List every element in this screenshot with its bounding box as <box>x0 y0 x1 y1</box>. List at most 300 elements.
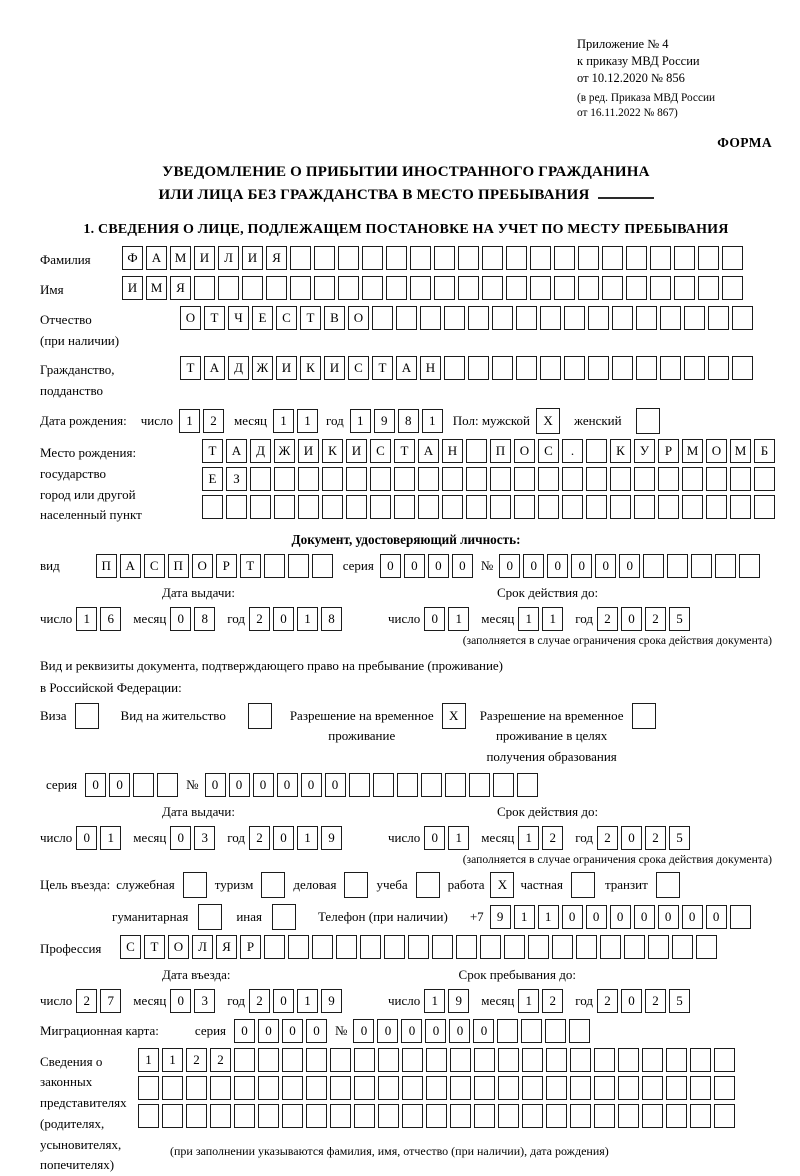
char-cell[interactable] <box>618 1104 639 1128</box>
checkbox-cell[interactable] <box>198 904 222 930</box>
char-cell[interactable]: Р <box>658 439 679 463</box>
char-cell[interactable]: Н <box>442 439 463 463</box>
char-cell[interactable] <box>634 467 655 491</box>
char-cell[interactable] <box>282 1048 303 1072</box>
char-cell[interactable] <box>264 935 285 959</box>
char-cell[interactable]: И <box>298 439 319 463</box>
char-cell[interactable] <box>618 1076 639 1100</box>
char-cell[interactable] <box>714 1104 735 1128</box>
char-cell[interactable] <box>660 356 681 380</box>
char-cell[interactable]: 1 <box>514 905 535 929</box>
char-cell[interactable]: А <box>204 356 225 380</box>
char-cell[interactable]: 2 <box>186 1048 207 1072</box>
char-cell[interactable] <box>402 1048 423 1072</box>
char-cell[interactable]: С <box>144 554 165 578</box>
char-cell[interactable] <box>730 467 751 491</box>
char-cell[interactable]: И <box>346 439 367 463</box>
char-cell[interactable]: 0 <box>621 989 642 1013</box>
char-cell[interactable] <box>418 467 439 491</box>
char-cell[interactable] <box>666 1104 687 1128</box>
char-cell[interactable] <box>516 306 537 330</box>
char-cell[interactable]: 1 <box>542 607 563 631</box>
char-cell[interactable] <box>290 276 311 300</box>
char-cell[interactable] <box>538 467 559 491</box>
char-cell[interactable] <box>384 935 405 959</box>
char-cell[interactable] <box>569 1019 590 1043</box>
char-cell[interactable] <box>546 1048 567 1072</box>
char-cell[interactable]: 0 <box>325 773 346 797</box>
char-cell[interactable]: С <box>538 439 559 463</box>
char-cell[interactable] <box>234 1048 255 1072</box>
char-cell[interactable] <box>445 773 466 797</box>
char-cell[interactable] <box>684 306 705 330</box>
char-cell[interactable] <box>444 356 465 380</box>
char-cell[interactable]: Л <box>218 246 239 270</box>
char-cell[interactable]: 1 <box>448 607 469 631</box>
char-cell[interactable]: А <box>146 246 167 270</box>
char-cell[interactable]: 0 <box>499 554 520 578</box>
char-cell[interactable] <box>306 1076 327 1100</box>
char-cell[interactable] <box>732 306 753 330</box>
char-cell[interactable] <box>498 1048 519 1072</box>
char-cell[interactable]: 0 <box>586 905 607 929</box>
char-cell[interactable] <box>626 276 647 300</box>
char-cell[interactable]: 3 <box>194 826 215 850</box>
char-cell[interactable] <box>594 1048 615 1072</box>
char-cell[interactable] <box>330 1104 351 1128</box>
char-cell[interactable] <box>378 1076 399 1100</box>
char-cell[interactable] <box>498 1076 519 1100</box>
char-cell[interactable] <box>514 495 535 519</box>
char-cell[interactable] <box>754 495 775 519</box>
char-cell[interactable] <box>194 276 215 300</box>
char-cell[interactable] <box>540 306 561 330</box>
char-cell[interactable] <box>497 1019 518 1043</box>
char-cell[interactable] <box>442 495 463 519</box>
char-cell[interactable]: 1 <box>350 409 371 433</box>
char-cell[interactable] <box>312 935 333 959</box>
char-cell[interactable]: 0 <box>424 607 445 631</box>
char-cell[interactable]: 8 <box>194 607 215 631</box>
char-cell[interactable] <box>474 1048 495 1072</box>
char-cell[interactable] <box>402 1104 423 1128</box>
char-cell[interactable] <box>338 276 359 300</box>
char-cell[interactable]: 0 <box>562 905 583 929</box>
char-cell[interactable] <box>282 1076 303 1100</box>
char-cell[interactable] <box>506 276 527 300</box>
char-cell[interactable] <box>730 495 751 519</box>
char-cell[interactable]: 1 <box>100 826 121 850</box>
char-cell[interactable] <box>234 1076 255 1100</box>
char-cell[interactable] <box>250 467 271 491</box>
char-cell[interactable]: Я <box>170 276 191 300</box>
char-cell[interactable]: У <box>634 439 655 463</box>
char-cell[interactable] <box>354 1076 375 1100</box>
char-cell[interactable] <box>434 276 455 300</box>
char-cell[interactable] <box>474 1076 495 1100</box>
char-cell[interactable] <box>715 554 736 578</box>
char-cell[interactable]: 9 <box>448 989 469 1013</box>
char-cell[interactable] <box>546 1104 567 1128</box>
char-cell[interactable] <box>138 1104 159 1128</box>
char-cell[interactable] <box>714 1076 735 1100</box>
char-cell[interactable]: 0 <box>621 826 642 850</box>
char-cell[interactable] <box>698 246 719 270</box>
char-cell[interactable] <box>378 1048 399 1072</box>
char-cell[interactable] <box>714 1048 735 1072</box>
char-cell[interactable]: С <box>370 439 391 463</box>
char-cell[interactable] <box>314 246 335 270</box>
char-cell[interactable]: 0 <box>706 905 727 929</box>
char-cell[interactable]: 9 <box>374 409 395 433</box>
char-cell[interactable] <box>490 467 511 491</box>
char-cell[interactable] <box>162 1104 183 1128</box>
char-cell[interactable] <box>426 1104 447 1128</box>
char-cell[interactable] <box>643 554 664 578</box>
char-cell[interactable] <box>157 773 178 797</box>
char-cell[interactable] <box>492 306 513 330</box>
char-cell[interactable]: 0 <box>205 773 226 797</box>
char-cell[interactable]: 2 <box>645 607 666 631</box>
char-cell[interactable]: Т <box>240 554 261 578</box>
char-cell[interactable]: 0 <box>404 554 425 578</box>
char-cell[interactable] <box>554 276 575 300</box>
char-cell[interactable] <box>650 246 671 270</box>
char-cell[interactable]: 2 <box>597 826 618 850</box>
char-cell[interactable]: 9 <box>321 826 342 850</box>
char-cell[interactable] <box>522 1048 543 1072</box>
char-cell[interactable] <box>397 773 418 797</box>
char-cell[interactable] <box>264 554 285 578</box>
char-cell[interactable]: Ж <box>252 356 273 380</box>
char-cell[interactable] <box>722 246 743 270</box>
char-cell[interactable]: 0 <box>380 554 401 578</box>
char-cell[interactable] <box>552 935 573 959</box>
char-cell[interactable] <box>642 1076 663 1100</box>
char-cell[interactable]: 0 <box>282 1019 303 1043</box>
char-cell[interactable] <box>162 1076 183 1100</box>
char-cell[interactable]: 8 <box>321 607 342 631</box>
char-cell[interactable] <box>456 935 477 959</box>
char-cell[interactable] <box>722 276 743 300</box>
char-cell[interactable]: 1 <box>422 409 443 433</box>
char-cell[interactable]: К <box>300 356 321 380</box>
char-cell[interactable] <box>586 467 607 491</box>
char-cell[interactable]: 8 <box>398 409 419 433</box>
char-cell[interactable] <box>312 554 333 578</box>
char-cell[interactable] <box>274 495 295 519</box>
char-cell[interactable] <box>450 1104 471 1128</box>
char-cell[interactable]: 0 <box>610 905 631 929</box>
char-cell[interactable] <box>450 1076 471 1100</box>
char-cell[interactable] <box>610 467 631 491</box>
char-cell[interactable] <box>349 773 370 797</box>
char-cell[interactable] <box>730 905 751 929</box>
char-cell[interactable] <box>138 1076 159 1100</box>
char-cell[interactable] <box>202 495 223 519</box>
char-cell[interactable]: 1 <box>518 989 539 1013</box>
char-cell[interactable] <box>480 935 501 959</box>
char-cell[interactable]: 0 <box>424 826 445 850</box>
char-cell[interactable]: 0 <box>428 554 449 578</box>
char-cell[interactable] <box>698 276 719 300</box>
char-cell[interactable] <box>421 773 442 797</box>
char-cell[interactable] <box>578 246 599 270</box>
char-cell[interactable]: 2 <box>249 989 270 1013</box>
char-cell[interactable] <box>610 495 631 519</box>
char-cell[interactable] <box>418 495 439 519</box>
char-cell[interactable] <box>258 1104 279 1128</box>
char-cell[interactable]: О <box>514 439 535 463</box>
char-cell[interactable] <box>618 1048 639 1072</box>
char-cell[interactable] <box>298 467 319 491</box>
char-cell[interactable] <box>354 1048 375 1072</box>
char-cell[interactable]: А <box>396 356 417 380</box>
char-cell[interactable]: П <box>490 439 511 463</box>
char-cell[interactable]: О <box>348 306 369 330</box>
char-cell[interactable]: 0 <box>273 826 294 850</box>
char-cell[interactable]: А <box>120 554 141 578</box>
char-cell[interactable]: 1 <box>297 989 318 1013</box>
char-cell[interactable] <box>522 1076 543 1100</box>
checkbox-cell[interactable] <box>75 703 99 729</box>
char-cell[interactable]: О <box>192 554 213 578</box>
char-cell[interactable] <box>506 246 527 270</box>
char-cell[interactable] <box>706 467 727 491</box>
char-cell[interactable]: 2 <box>645 989 666 1013</box>
char-cell[interactable] <box>210 1104 231 1128</box>
char-cell[interactable]: Т <box>300 306 321 330</box>
char-cell[interactable]: 1 <box>138 1048 159 1072</box>
char-cell[interactable]: 2 <box>597 607 618 631</box>
char-cell[interactable]: 2 <box>542 826 563 850</box>
char-cell[interactable] <box>612 356 633 380</box>
char-cell[interactable] <box>612 306 633 330</box>
char-cell[interactable] <box>674 246 695 270</box>
char-cell[interactable] <box>234 1104 255 1128</box>
char-cell[interactable]: 1 <box>448 826 469 850</box>
char-cell[interactable] <box>570 1076 591 1100</box>
char-cell[interactable]: 0 <box>109 773 130 797</box>
char-cell[interactable] <box>394 495 415 519</box>
char-cell[interactable] <box>466 495 487 519</box>
char-cell[interactable]: 0 <box>306 1019 327 1043</box>
char-cell[interactable] <box>386 276 407 300</box>
char-cell[interactable] <box>667 554 688 578</box>
char-cell[interactable]: 0 <box>682 905 703 929</box>
char-cell[interactable] <box>258 1048 279 1072</box>
char-cell[interactable] <box>672 935 693 959</box>
char-cell[interactable]: 0 <box>547 554 568 578</box>
char-cell[interactable] <box>528 935 549 959</box>
char-cell[interactable]: П <box>96 554 117 578</box>
checkbox-cell[interactable] <box>636 408 660 434</box>
char-cell[interactable]: 9 <box>490 905 511 929</box>
char-cell[interactable] <box>674 276 695 300</box>
char-cell[interactable] <box>218 276 239 300</box>
char-cell[interactable]: Л <box>192 935 213 959</box>
char-cell[interactable] <box>298 495 319 519</box>
char-cell[interactable]: 0 <box>234 1019 255 1043</box>
char-cell[interactable] <box>442 467 463 491</box>
char-cell[interactable]: 1 <box>424 989 445 1013</box>
char-cell[interactable] <box>372 306 393 330</box>
char-cell[interactable] <box>420 306 441 330</box>
char-cell[interactable] <box>444 306 465 330</box>
char-cell[interactable] <box>306 1104 327 1128</box>
char-cell[interactable]: Т <box>202 439 223 463</box>
char-cell[interactable]: 0 <box>619 554 640 578</box>
char-cell[interactable] <box>562 495 583 519</box>
char-cell[interactable]: С <box>276 306 297 330</box>
char-cell[interactable]: 0 <box>377 1019 398 1043</box>
char-cell[interactable] <box>330 1076 351 1100</box>
char-cell[interactable] <box>600 935 621 959</box>
char-cell[interactable] <box>690 1076 711 1100</box>
char-cell[interactable]: Е <box>202 467 223 491</box>
char-cell[interactable] <box>586 439 607 463</box>
char-cell[interactable] <box>493 773 514 797</box>
char-cell[interactable]: И <box>242 246 263 270</box>
char-cell[interactable]: Р <box>240 935 261 959</box>
char-cell[interactable]: О <box>168 935 189 959</box>
char-cell[interactable] <box>732 356 753 380</box>
char-cell[interactable]: 2 <box>597 989 618 1013</box>
char-cell[interactable]: 0 <box>473 1019 494 1043</box>
char-cell[interactable]: 0 <box>571 554 592 578</box>
char-cell[interactable] <box>469 773 490 797</box>
char-cell[interactable]: 1 <box>538 905 559 929</box>
char-cell[interactable] <box>739 554 760 578</box>
char-cell[interactable]: 0 <box>76 826 97 850</box>
char-cell[interactable] <box>468 356 489 380</box>
char-cell[interactable]: 2 <box>76 989 97 1013</box>
char-cell[interactable] <box>576 935 597 959</box>
char-cell[interactable] <box>530 246 551 270</box>
char-cell[interactable] <box>482 246 503 270</box>
char-cell[interactable]: А <box>226 439 247 463</box>
char-cell[interactable]: 0 <box>658 905 679 929</box>
char-cell[interactable] <box>690 1104 711 1128</box>
char-cell[interactable] <box>466 467 487 491</box>
char-cell[interactable] <box>274 467 295 491</box>
char-cell[interactable]: 7 <box>100 989 121 1013</box>
char-cell[interactable] <box>696 935 717 959</box>
char-cell[interactable] <box>602 246 623 270</box>
char-cell[interactable]: 0 <box>621 607 642 631</box>
char-cell[interactable]: 0 <box>595 554 616 578</box>
char-cell[interactable] <box>133 773 154 797</box>
char-cell[interactable]: 0 <box>229 773 250 797</box>
char-cell[interactable]: О <box>180 306 201 330</box>
checkbox-cell[interactable]: X <box>536 408 560 434</box>
char-cell[interactable] <box>564 356 585 380</box>
char-cell[interactable]: 1 <box>518 607 539 631</box>
char-cell[interactable]: 0 <box>452 554 473 578</box>
char-cell[interactable] <box>346 495 367 519</box>
char-cell[interactable]: Ф <box>122 246 143 270</box>
char-cell[interactable]: 0 <box>258 1019 279 1043</box>
char-cell[interactable] <box>684 356 705 380</box>
char-cell[interactable]: 1 <box>179 409 200 433</box>
char-cell[interactable] <box>354 1104 375 1128</box>
char-cell[interactable] <box>360 935 381 959</box>
char-cell[interactable]: Ж <box>274 439 295 463</box>
char-cell[interactable] <box>546 1076 567 1100</box>
char-cell[interactable]: 1 <box>518 826 539 850</box>
char-cell[interactable] <box>482 276 503 300</box>
char-cell[interactable] <box>266 276 287 300</box>
char-cell[interactable] <box>210 1076 231 1100</box>
checkbox-cell[interactable] <box>344 872 368 898</box>
char-cell[interactable] <box>378 1104 399 1128</box>
char-cell[interactable]: Я <box>216 935 237 959</box>
char-cell[interactable]: Т <box>394 439 415 463</box>
char-cell[interactable] <box>186 1104 207 1128</box>
checkbox-cell[interactable] <box>416 872 440 898</box>
char-cell[interactable]: 0 <box>449 1019 470 1043</box>
char-cell[interactable]: Ч <box>228 306 249 330</box>
checkbox-cell[interactable] <box>261 872 285 898</box>
char-cell[interactable]: Б <box>754 439 775 463</box>
char-cell[interactable]: 1 <box>297 607 318 631</box>
char-cell[interactable] <box>642 1048 663 1072</box>
char-cell[interactable] <box>288 554 309 578</box>
char-cell[interactable] <box>658 495 679 519</box>
char-cell[interactable] <box>490 495 511 519</box>
char-cell[interactable] <box>410 276 431 300</box>
char-cell[interactable] <box>504 935 525 959</box>
char-cell[interactable] <box>636 356 657 380</box>
char-cell[interactable] <box>330 1048 351 1072</box>
char-cell[interactable] <box>666 1076 687 1100</box>
char-cell[interactable] <box>370 495 391 519</box>
char-cell[interactable]: . <box>562 439 583 463</box>
char-cell[interactable]: 0 <box>523 554 544 578</box>
char-cell[interactable] <box>650 276 671 300</box>
char-cell[interactable] <box>362 276 383 300</box>
char-cell[interactable] <box>242 276 263 300</box>
char-cell[interactable] <box>545 1019 566 1043</box>
char-cell[interactable]: М <box>682 439 703 463</box>
char-cell[interactable]: 1 <box>297 409 318 433</box>
char-cell[interactable]: К <box>610 439 631 463</box>
char-cell[interactable]: 2 <box>645 826 666 850</box>
char-cell[interactable] <box>706 495 727 519</box>
checkbox-cell[interactable]: X <box>490 872 514 898</box>
char-cell[interactable] <box>362 246 383 270</box>
char-cell[interactable] <box>586 495 607 519</box>
char-cell[interactable] <box>258 1076 279 1100</box>
char-cell[interactable] <box>394 467 415 491</box>
char-cell[interactable]: 1 <box>76 607 97 631</box>
char-cell[interactable]: 0 <box>170 826 191 850</box>
char-cell[interactable] <box>634 495 655 519</box>
char-cell[interactable] <box>426 1048 447 1072</box>
checkbox-cell[interactable] <box>656 872 680 898</box>
char-cell[interactable] <box>396 306 417 330</box>
char-cell[interactable]: В <box>324 306 345 330</box>
char-cell[interactable] <box>554 246 575 270</box>
checkbox-cell[interactable] <box>183 872 207 898</box>
char-cell[interactable] <box>530 276 551 300</box>
char-cell[interactable]: Я <box>266 246 287 270</box>
char-cell[interactable]: П <box>168 554 189 578</box>
char-cell[interactable]: 0 <box>301 773 322 797</box>
char-cell[interactable] <box>410 246 431 270</box>
char-cell[interactable] <box>186 1076 207 1100</box>
char-cell[interactable] <box>588 306 609 330</box>
